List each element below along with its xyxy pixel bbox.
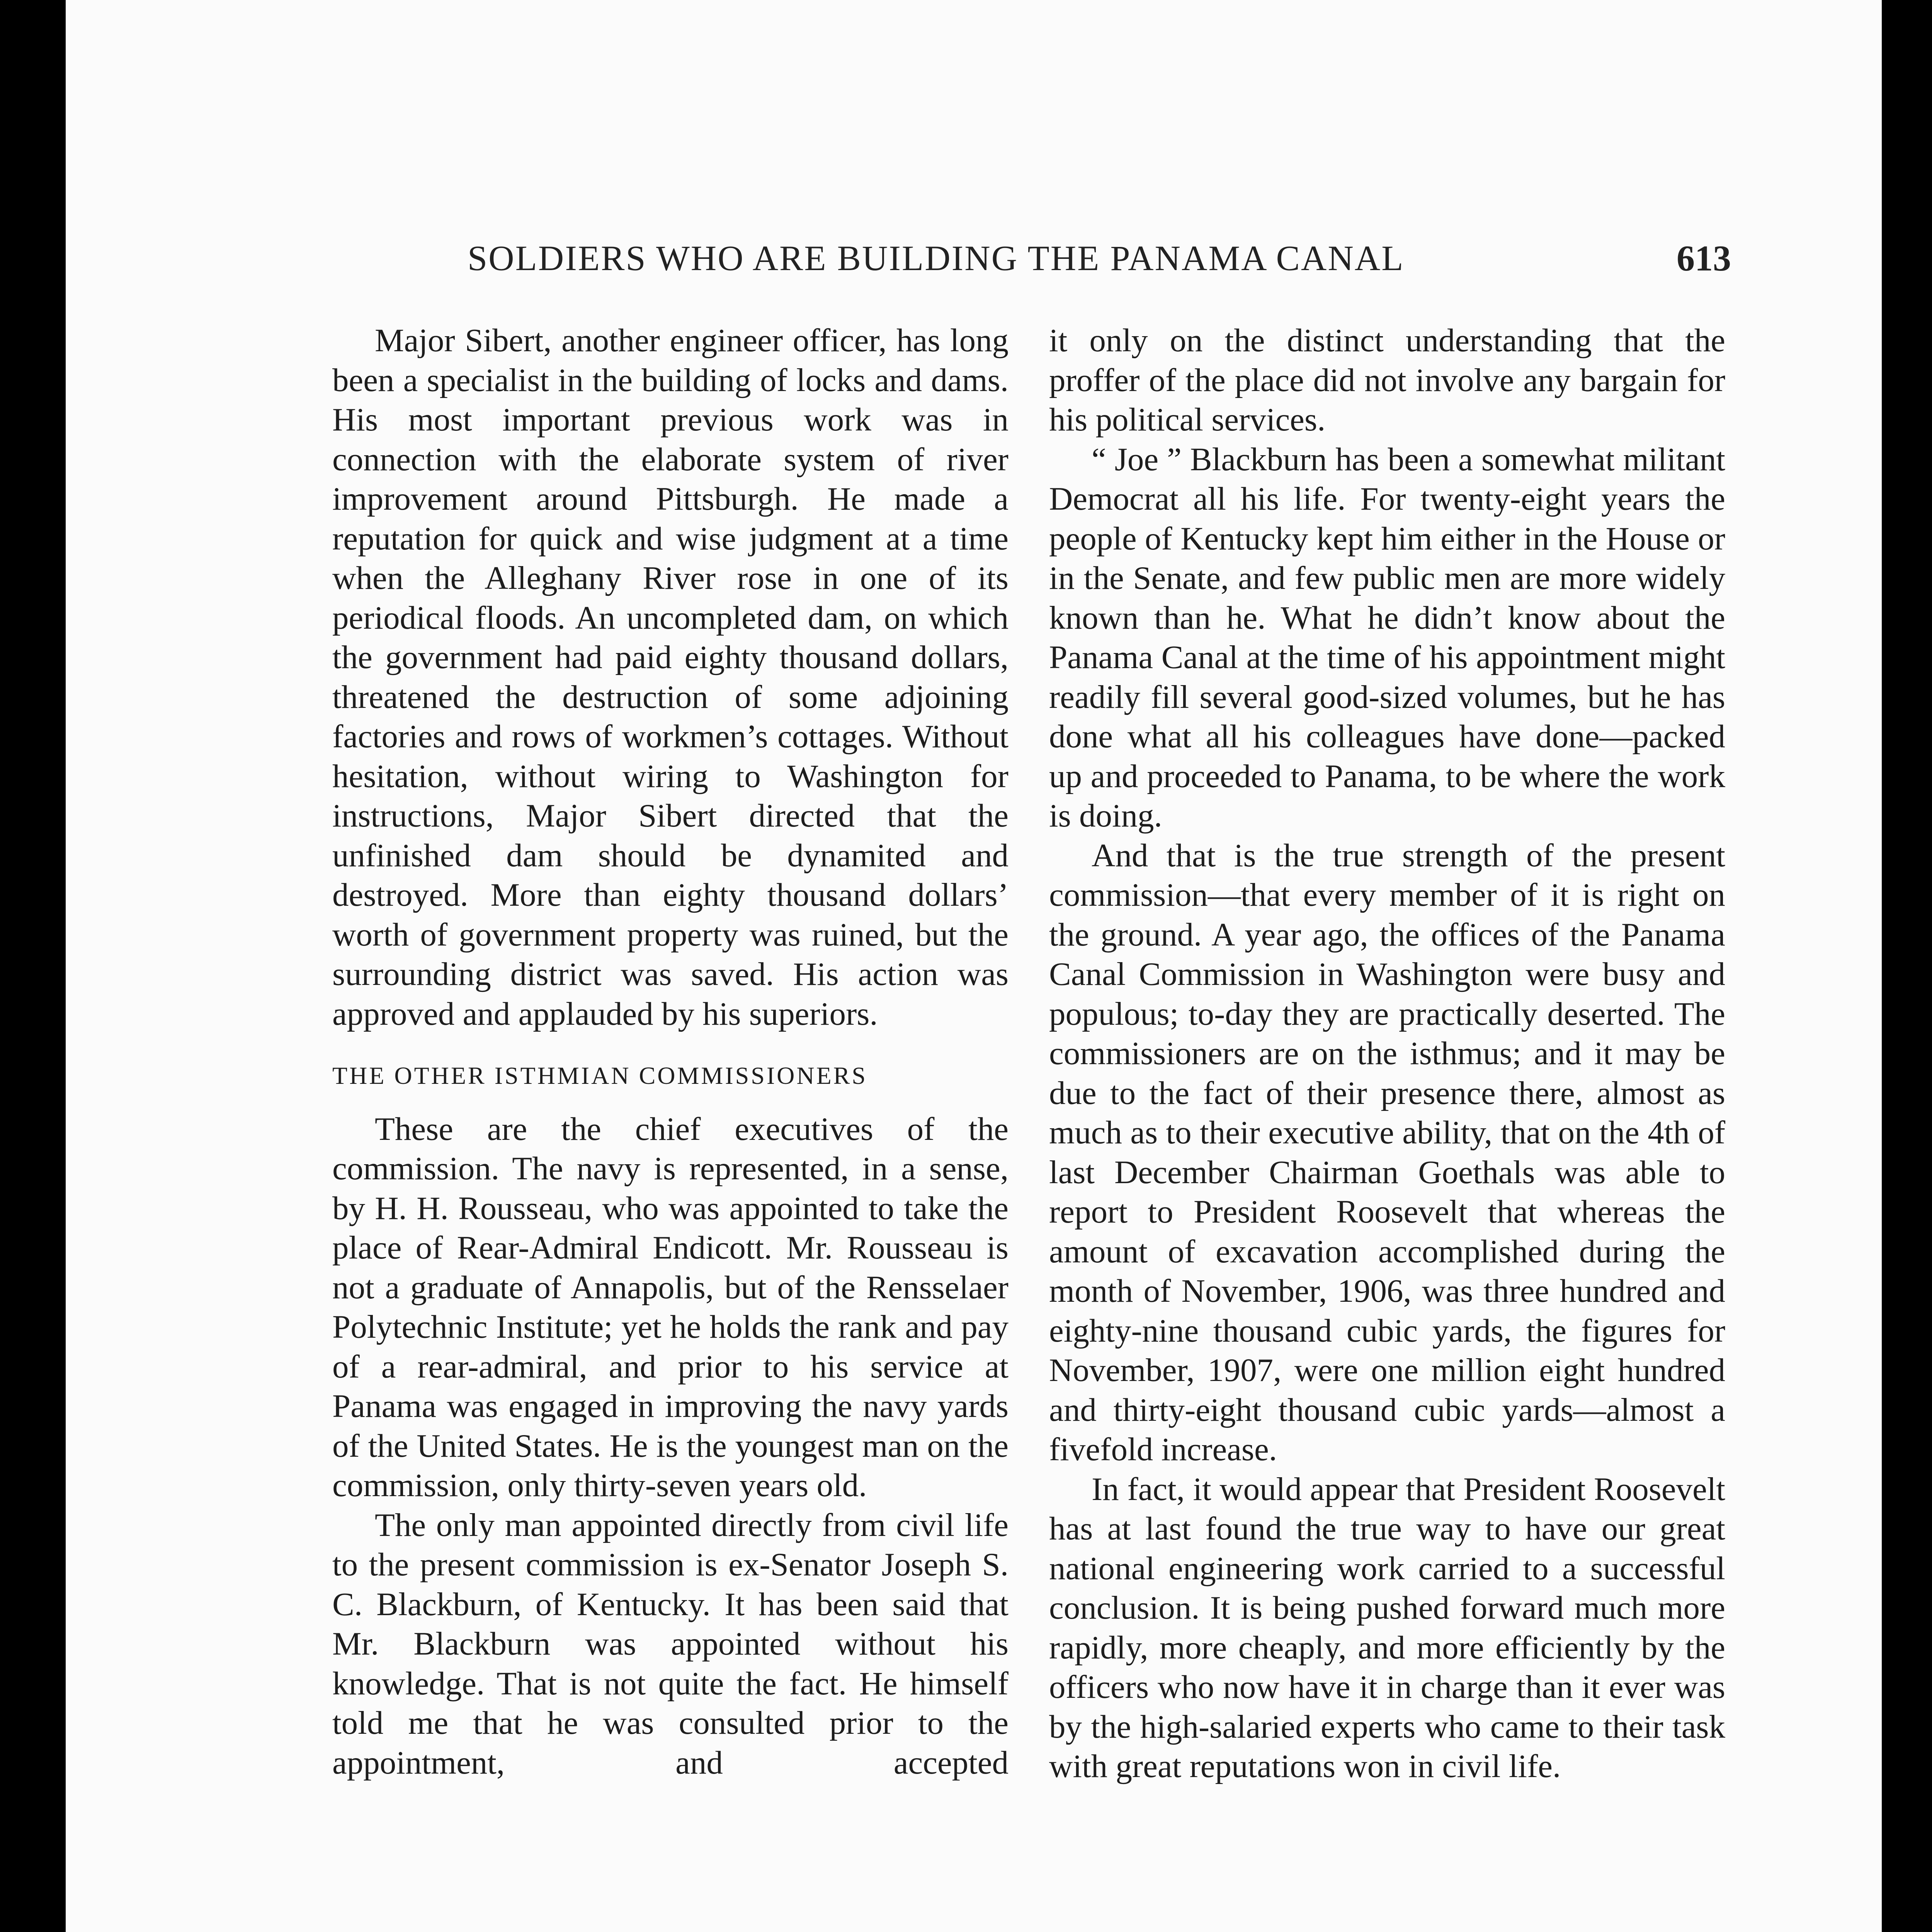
page-number: 613 [1677,238,1731,279]
paragraph-commission-strength: And that is the true strength of the present commission—that every member of it is right on the ground. A year ago, the offices of the Panama Canal Commission in Washington were busy and populous; to-day they are practically deserted. The commissioners are on the isthmus; and it may be due to the fact of their presence there, almost as much as to their executive ability, that on the 4th of last December Chairman Goethals was able to report to President Roosevelt that whereas the amount of excavation accomplished during the month of November, 1906, was three hundred and eighty-nine thousand cubic yards, the figures for November, 1907, were one million eight hundred and thirty-eight thousand cubic yards—almost a fivefold increase. [1049,837,1725,1468]
paragraph-sibert: Major Sibert, another engineer officer, has long been a specialist in the building of locks and dams. His most important previous work was in connection with the elaborate system of river improvement around Pittsburgh. He made a reputation for quick and wise judgment at a time when the Alleghany River rose in one of its periodical floods. An uncompleted dam, on which the government had paid eighty thousand dollars, threatened the destruction of some adjoining factories and rows of workmen’s cottages. Without hesitation, without wiring to Washington for instructions, Major Sibert directed that the unfinished dam should be dynamited and destroyed. More than eighty thousand dollars’ worth of government property was ruined, but the surrounding district was saved. His action was approved and applauded by his superiors. [332,322,1009,1032]
left-column [332,321,1009,1782]
scan-right-edge [1877,0,1932,1932]
paragraph-roosevelt: In fact, it would appear that President Roosevelt has at last found the true way to have our great national engineering work carried to a successful conclusion. It is being pushed forward much more rapidly, more cheaply, and more efficiently by the officers who now have it in charge than it ever was by the high-salaried experts who came to their task with great reputations won in civil life. [1049,1471,1725,1784]
right-column [1049,321,1725,1786]
running-title: SOLDIERS WHO ARE BUILDING THE PANAMA CANAL [468,238,1405,278]
paragraph-rousseau: These are the chief executives of the commission. The navy is represented, in a sense, by H. H. Rousseau, who was appointed to take the place of Rear-Admiral Endicott. Mr. Rousseau is not a graduate of Annapolis, but of the Rensselaer Polytechnic Institute; yet he holds the rank and pay of a rear-admiral, and prior to his service at Panama was engaged in improving the navy yards of the United States. He is the youngest man on the commission, only thirty-seven years old. [332,1111,1009,1503]
section-heading: THE OTHER ISTHMIAN COMMISSIONERS [332,1062,867,1089]
running-header [468,238,1731,284]
paragraph-continuation: it only on the distinct understanding that the proffer of the place did not involve any bargain for his political services. [1049,322,1725,438]
paragraph-joe-blackburn: “ Joe ” Blackburn has been a somewhat militant Democrat all his life. For twenty-eight years the people of Kentucky kept him either in the House or in the Senate, and few public men are more widely known than he. What he didn’t know about the Panama Canal at the time of his appointment might readily fill several good-sized volumes, but he has done what all his colleagues have done—packed up and proceeded to Panama, to be where the work is doing. [1049,441,1725,834]
scan-left-edge [0,0,73,1932]
paragraph-blackburn: The only man appointed directly from civil life to the present commission is ex-Senator Joseph S. C. Blackburn, of Kentucky. It has been said that Mr. Blackburn was appointed without his knowledge. That is not quite the fact. He himself told me that he was consulted prior to the appointment, and accepted [332,1507,1009,1781]
